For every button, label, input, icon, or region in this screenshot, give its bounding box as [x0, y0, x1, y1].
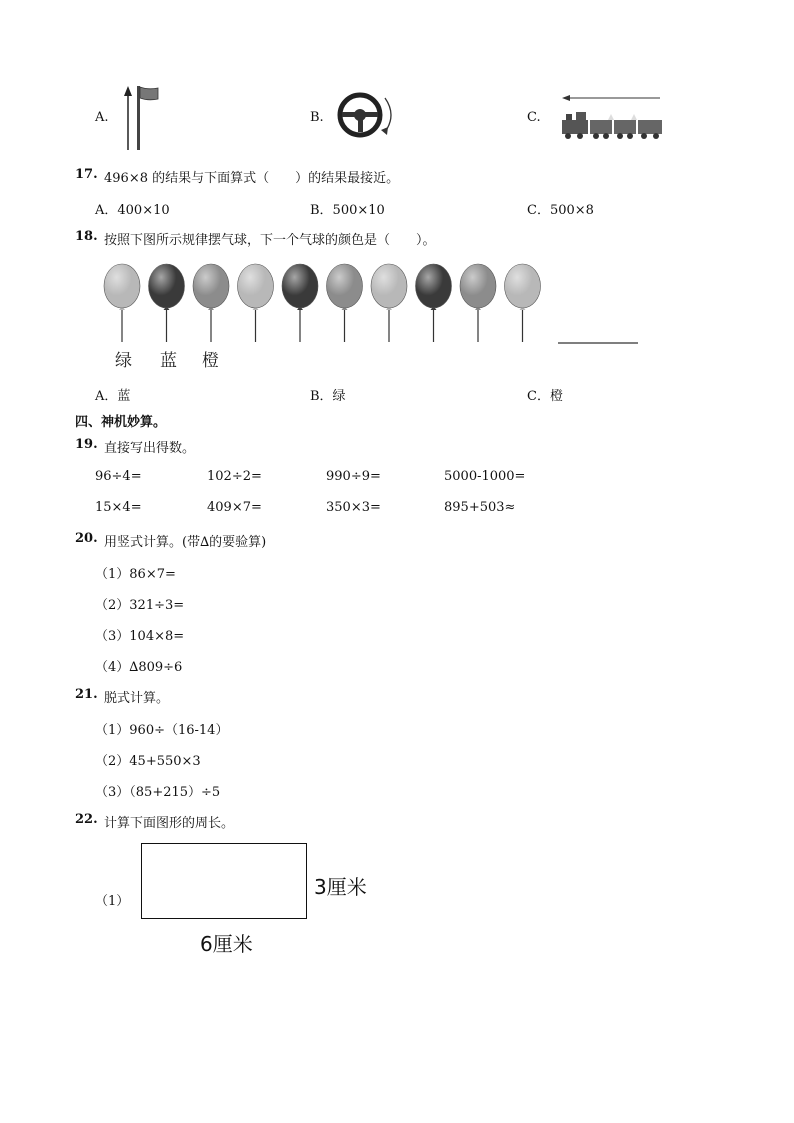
balloon-label-orange: 橙: [202, 351, 220, 371]
balloon-label-blue: 蓝: [160, 351, 178, 371]
q19-item: 409×7=: [207, 500, 262, 515]
balloon: [505, 264, 541, 342]
balloon: [282, 264, 318, 342]
q20-number: 20.: [75, 531, 98, 546]
q21-item: （3）（85+215）÷5: [95, 785, 221, 800]
q16-option-c-label: C.: [527, 110, 541, 125]
balloon: [327, 264, 363, 342]
q17-option-c[interactable]: C．500×8: [527, 203, 594, 218]
q18-option-a[interactable]: A．蓝: [95, 389, 131, 404]
q19-item: 990÷9=: [326, 469, 381, 484]
q16-option-a-label: A.: [95, 110, 109, 125]
train-arrow-icon: [558, 92, 670, 144]
q21-number: 21.: [75, 687, 98, 702]
q19-item: 102÷2=: [207, 469, 262, 484]
q18-option-b[interactable]: B．绿: [310, 389, 346, 404]
q20-item: （1）86×7=: [95, 567, 176, 582]
rectangle-height-label: 3厘米: [314, 875, 367, 899]
q18-number: 18.: [75, 229, 98, 244]
q22-item-label: （1）: [95, 894, 130, 909]
section-4-title: 四、神机妙算。: [75, 415, 167, 430]
q20-item: （4）∆809÷6: [95, 660, 183, 675]
q18-option-c[interactable]: C．橙: [527, 389, 563, 404]
steering-wheel-icon: [335, 90, 400, 140]
q17-option-a[interactable]: A．400×10: [95, 203, 170, 218]
rectangle-width-label: 6厘米: [200, 932, 253, 956]
q19-item: 96÷4=: [95, 469, 142, 484]
q17-text: 496×8 的结果与下面算式（ ）的结果最接近。: [104, 171, 400, 186]
balloon: [371, 264, 407, 342]
balloon-row-figure: [95, 258, 655, 350]
q21-text: 脱式计算。: [104, 691, 170, 706]
q22-text: 计算下面图形的周长。: [104, 816, 235, 831]
q18-text: 按照下图所示规律摆气球，下一个气球的颜色是（ ）。: [104, 233, 436, 248]
q19-number: 19.: [75, 437, 98, 452]
balloon: [193, 264, 229, 342]
q20-item: （3）104×8=: [95, 629, 185, 644]
q19-item: 15×4=: [95, 500, 142, 515]
q19-item: 5000-1000=: [444, 469, 526, 484]
q20-text: 用竖式计算。(带∆的要验算): [104, 535, 267, 550]
q21-item: （1）960÷（16-14）: [95, 723, 229, 738]
rectangle-figure: [141, 843, 307, 919]
balloon: [149, 264, 185, 342]
flag-up-arrow-icon: [118, 82, 163, 152]
balloon: [238, 264, 274, 342]
balloon-label-green: 绿: [115, 351, 133, 371]
balloon: [104, 264, 140, 342]
q17-option-b[interactable]: B．500×10: [310, 203, 385, 218]
q19-item: 895+503≈: [444, 500, 516, 515]
q22-number: 22.: [75, 812, 98, 827]
q21-item: （2）45+550×3: [95, 754, 201, 769]
q16-option-b-label: B.: [310, 110, 324, 125]
q20-item: （2）321÷3=: [95, 598, 185, 613]
q17-number: 17.: [75, 167, 98, 182]
balloon: [416, 264, 452, 342]
q19-item: 350×3=: [326, 500, 381, 515]
balloon: [460, 264, 496, 342]
q19-text: 直接写出得数。: [104, 441, 196, 456]
